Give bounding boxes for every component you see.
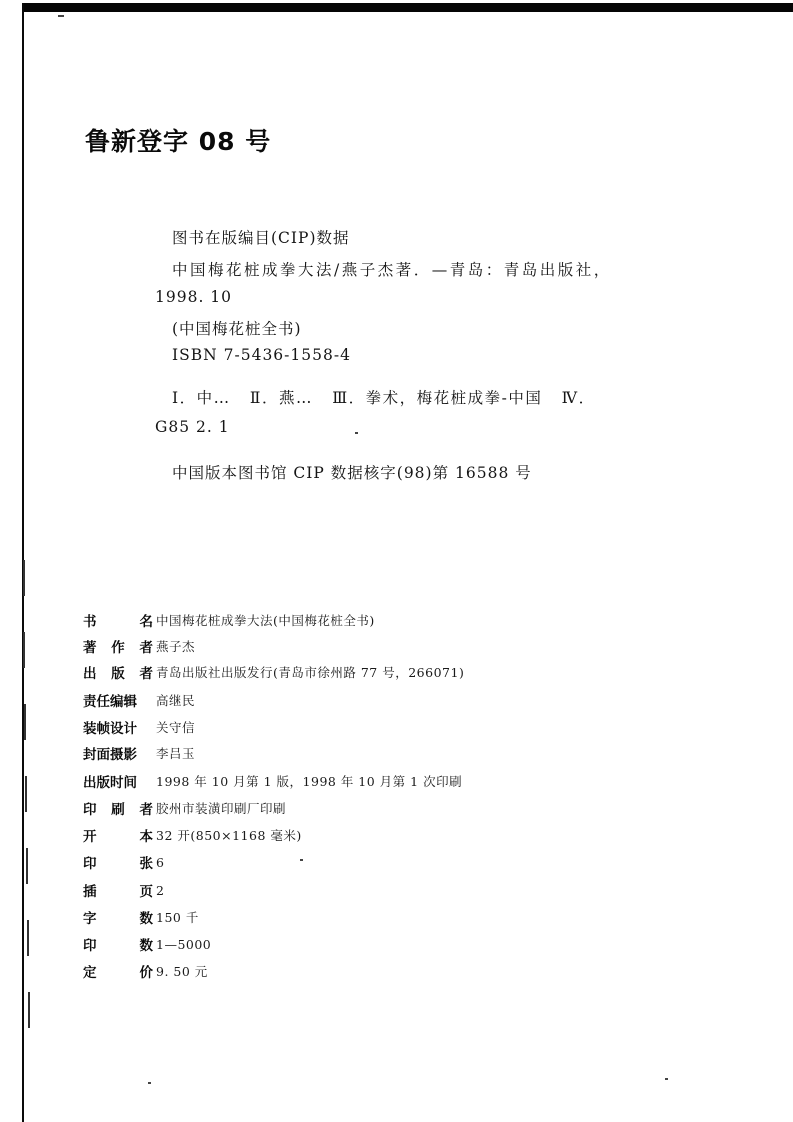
colophon-row xyxy=(83,961,208,981)
cip-date-line: 1998. 10 xyxy=(155,288,233,306)
colophon-label-char: 者 xyxy=(139,666,153,682)
colophon-row xyxy=(83,852,164,872)
publisher-registration-number: 鲁新登字 08 号 xyxy=(85,127,272,156)
colophon-row xyxy=(83,880,164,900)
colophon-label-char: 插 xyxy=(83,884,97,900)
colophon-label-char: 印 xyxy=(83,856,97,872)
colophon-value: 李吕玉 xyxy=(156,746,196,761)
colophon-label xyxy=(83,717,153,737)
colophon-row xyxy=(83,743,195,763)
scan-speck xyxy=(665,1078,668,1080)
cip-isbn: ISBN 7-5436-1558-4 xyxy=(172,346,351,364)
colophon-label xyxy=(83,934,153,954)
colophon-label-char: 定 xyxy=(83,965,97,981)
cip-series: (中国梅花桩全书) xyxy=(172,320,302,338)
scan-speck xyxy=(355,432,358,434)
colophon-label-char: 数 xyxy=(139,938,153,954)
scan-mark xyxy=(27,920,29,956)
colophon-label xyxy=(83,880,153,900)
cip-title-line: 中国梅花桩成拳大法/燕子杰著．—青岛：青岛出版社， xyxy=(172,261,612,279)
colophon-row xyxy=(83,907,199,927)
colophon-label-char: 印 xyxy=(83,938,97,954)
colophon-label-char: 印 xyxy=(83,802,97,818)
colophon-value: 1998 年 10 月第 1 版，1998 年 10 月第 1 次印刷 xyxy=(156,774,463,789)
cip-classification: G85 2. 1 xyxy=(155,418,230,436)
colophon-label-char: 出 xyxy=(83,666,97,682)
scan-mark xyxy=(23,560,25,596)
colophon-label-char: 责任编辑 xyxy=(83,694,137,710)
scan-speck xyxy=(148,1082,151,1084)
colophon-label-char: 书 xyxy=(83,614,97,630)
colophon-label-char: 刷 xyxy=(111,802,125,818)
scan-mark xyxy=(25,776,27,812)
colophon-value: 2 xyxy=(156,882,165,898)
colophon-label-char: 名 xyxy=(139,614,153,630)
colophon-row xyxy=(83,662,464,682)
colophon-label-char: 著 xyxy=(83,640,97,656)
colophon-label xyxy=(83,907,153,927)
scan-mark xyxy=(26,848,28,884)
colophon-value: 150 千 xyxy=(156,910,199,925)
scan-mark xyxy=(23,632,25,668)
colophon-label-char: 作 xyxy=(111,640,125,656)
colophon-label-char: 者 xyxy=(139,802,153,818)
cip-record-number: 中国版本图书馆 CIP 数据核字(98)第 16588 号 xyxy=(172,464,532,482)
colophon-label xyxy=(83,662,153,682)
colophon-row xyxy=(83,771,462,791)
colophon-label xyxy=(83,743,153,763)
colophon-value: 32 开(850×1168 毫米) xyxy=(156,828,302,843)
colophon-row xyxy=(83,717,195,737)
colophon-label xyxy=(83,690,153,710)
colophon-value: 关守信 xyxy=(156,720,196,735)
colophon-label-char: 数 xyxy=(139,911,153,927)
colophon-value: 6 xyxy=(156,854,165,870)
colophon-label xyxy=(83,798,153,818)
colophon-label-char: 开 xyxy=(83,829,97,845)
cip-subjects-line: Ⅰ．中… Ⅱ．燕… Ⅲ．拳术，梅花桩成拳-中国 Ⅳ． xyxy=(172,389,596,407)
colophon-value: 1—5000 xyxy=(156,936,212,952)
scan-speck xyxy=(58,15,64,17)
colophon-row xyxy=(83,690,195,710)
colophon-label xyxy=(83,610,153,630)
colophon-label-char: 者 xyxy=(139,640,153,656)
colophon-value: 青岛出版社出版发行(青岛市徐州路 77 号，266071) xyxy=(156,665,465,680)
colophon-label xyxy=(83,961,153,981)
colophon-label-char: 页 xyxy=(139,884,153,900)
colophon-value: 中国梅花桩成拳大法(中国梅花桩全书) xyxy=(156,613,375,628)
colophon-value: 胶州市装潢印刷厂印刷 xyxy=(156,801,287,816)
colophon-label-char: 封面摄影 xyxy=(83,747,137,763)
scan-mark xyxy=(28,992,30,1028)
colophon-row xyxy=(83,610,375,630)
scan-top-band xyxy=(22,3,793,12)
colophon-label xyxy=(83,825,153,845)
colophon-label-char: 出版时间 xyxy=(83,775,137,791)
colophon-row xyxy=(83,798,286,818)
colophon-label-char: 本 xyxy=(139,829,153,845)
colophon-value: 高继民 xyxy=(156,693,196,708)
colophon-label xyxy=(83,636,153,656)
colophon-row xyxy=(83,825,302,845)
scan-speck xyxy=(300,859,303,861)
colophon-label-char: 价 xyxy=(139,965,153,981)
scan-mark xyxy=(24,704,26,740)
colophon-label-char: 版 xyxy=(111,666,125,682)
colophon-row xyxy=(83,636,195,656)
cip-heading: 图书在版编目(CIP)数据 xyxy=(172,229,350,247)
colophon-label xyxy=(83,771,153,791)
colophon-value: 9. 50 元 xyxy=(156,964,208,979)
colophon-row xyxy=(83,934,211,954)
colophon-label-char: 字 xyxy=(83,911,97,927)
colophon-label xyxy=(83,852,153,872)
colophon-label-char: 张 xyxy=(139,856,153,872)
colophon-label-char: 装帧设计 xyxy=(83,721,137,737)
colophon-value: 燕子杰 xyxy=(156,639,196,654)
